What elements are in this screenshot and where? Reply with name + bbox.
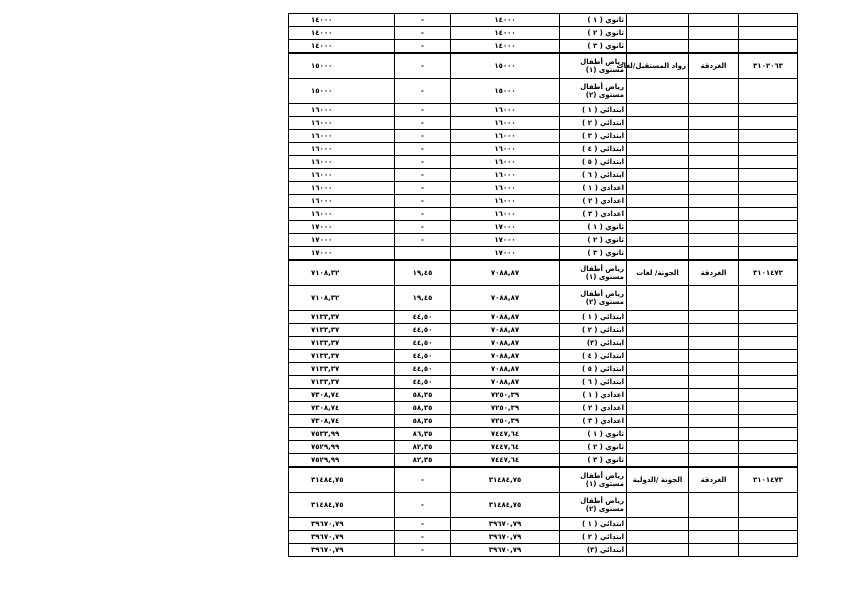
school-code-cell bbox=[739, 389, 798, 402]
school-name-cell bbox=[627, 40, 689, 54]
base-fee-cell: ٧٤٤٧,٦٤ bbox=[451, 454, 560, 468]
table-row bbox=[289, 27, 798, 40]
table-row bbox=[289, 130, 798, 143]
grade-cell: ابتدائي ( ٣ ) bbox=[560, 130, 627, 143]
area-cell bbox=[689, 156, 739, 169]
school-code-cell: ٣١٠١٤٧٣ bbox=[739, 260, 798, 286]
grade-cell: ثانوي ( ٣ ) bbox=[560, 454, 627, 468]
extra-fee-cell: - bbox=[395, 493, 451, 518]
grade-cell: اعدادي ( ٢ ) bbox=[560, 402, 627, 415]
total-fee-cell: ٧١٣٣,٣٧ bbox=[289, 376, 395, 389]
area-cell bbox=[689, 324, 739, 337]
area-cell bbox=[689, 247, 739, 261]
school-code-cell bbox=[739, 544, 798, 557]
total-fee-cell: ٧٥٢٩,٩٩ bbox=[289, 454, 395, 468]
total-fee-cell: ٧١٠٨,٣٢ bbox=[289, 260, 395, 286]
area-cell bbox=[689, 286, 739, 311]
grade-cell: ابتدائي ( ٢ ) bbox=[560, 117, 627, 130]
area-cell bbox=[689, 531, 739, 544]
grade-cell: رياض أطفال مستوى (١) bbox=[560, 467, 627, 493]
area-cell bbox=[689, 544, 739, 557]
base-fee-cell: ٧٠٨٨,٨٧ bbox=[451, 260, 560, 286]
school-name-cell bbox=[627, 518, 689, 531]
school-code-cell bbox=[739, 493, 798, 518]
area-cell bbox=[689, 221, 739, 234]
area-cell bbox=[689, 518, 739, 531]
school-code-cell bbox=[739, 311, 798, 324]
school-name-cell bbox=[627, 286, 689, 311]
base-fee-cell: ٧٢٥٠,٣٩ bbox=[451, 402, 560, 415]
school-code-cell bbox=[739, 376, 798, 389]
table-row bbox=[289, 363, 798, 376]
area-cell bbox=[689, 104, 739, 117]
grade-cell: رياض أطفال مستوى (٢) bbox=[560, 493, 627, 518]
base-fee-cell: ١٦٠٠٠ bbox=[451, 117, 560, 130]
area-cell bbox=[689, 234, 739, 247]
area-cell bbox=[689, 363, 739, 376]
total-fee-cell: ١٦٠٠٠ bbox=[289, 156, 395, 169]
total-fee-cell: ١٦٠٠٠ bbox=[289, 169, 395, 182]
extra-fee-cell: - bbox=[395, 169, 451, 182]
school-code-cell bbox=[739, 350, 798, 363]
area-cell bbox=[689, 454, 739, 468]
base-fee-cell: ٧٠٨٨,٨٧ bbox=[451, 376, 560, 389]
grade-cell: ابتدائي ( ١ ) bbox=[560, 311, 627, 324]
table-row bbox=[289, 14, 798, 27]
school-name-cell bbox=[627, 156, 689, 169]
total-fee-cell: ٣٩٦٧٠,٧٩ bbox=[289, 531, 395, 544]
extra-fee-cell: ٥٨,٣٥ bbox=[395, 415, 451, 428]
school-name-cell bbox=[627, 441, 689, 454]
total-fee-cell: ٧١٣٣,٣٧ bbox=[289, 324, 395, 337]
base-fee-cell: ٣١٤٨٤,٧٥ bbox=[451, 493, 560, 518]
extra-fee-cell: ٤٤,٥٠ bbox=[395, 363, 451, 376]
extra-fee-cell: ٤٤,٥٠ bbox=[395, 311, 451, 324]
grade-cell: ثانوي ( ١ ) bbox=[560, 221, 627, 234]
grade-cell: اعدادي ( ٣ ) bbox=[560, 208, 627, 221]
school-name-cell bbox=[627, 104, 689, 117]
grade-cell: اعدادي ( ١ ) bbox=[560, 389, 627, 402]
table-row bbox=[289, 221, 798, 234]
school-name-cell bbox=[627, 389, 689, 402]
base-fee-cell: ٧٤٤٧,٦٤ bbox=[451, 428, 560, 441]
grade-cell: ابتدائي ( ٦ ) bbox=[560, 376, 627, 389]
school-name-cell bbox=[627, 247, 689, 261]
grade-cell: رياض أطفال مستوى (١) bbox=[560, 53, 627, 79]
total-fee-cell: ٧١٣٣,٣٧ bbox=[289, 311, 395, 324]
school-name-cell bbox=[627, 363, 689, 376]
extra-fee-cell: ٤٤,٥٠ bbox=[395, 337, 451, 350]
grade-cell: ابتدائي ( ٤ ) bbox=[560, 143, 627, 156]
school-code-cell: ٣١٠١٤٧٣ bbox=[739, 467, 798, 493]
table-row bbox=[289, 208, 798, 221]
base-fee-cell: ٣٩٦٧٠,٧٩ bbox=[451, 518, 560, 531]
total-fee-cell: ٧٥٢٩,٩٩ bbox=[289, 441, 395, 454]
table-row bbox=[289, 169, 798, 182]
base-fee-cell: ٣٩٦٧٠,٧٩ bbox=[451, 531, 560, 544]
total-fee-cell: ١٦٠٠٠ bbox=[289, 208, 395, 221]
extra-fee-cell: ٤٤,٥٠ bbox=[395, 324, 451, 337]
table-row bbox=[289, 518, 798, 531]
table-row bbox=[289, 376, 798, 389]
school-name-cell: رواد المستقبل/لغات bbox=[627, 53, 689, 79]
area-cell bbox=[689, 195, 739, 208]
area-cell bbox=[689, 402, 739, 415]
school-name-cell bbox=[627, 195, 689, 208]
school-name-cell bbox=[627, 376, 689, 389]
school-name-cell bbox=[627, 79, 689, 104]
base-fee-cell: ٧٠٨٨,٨٧ bbox=[451, 337, 560, 350]
extra-fee-cell: - bbox=[395, 79, 451, 104]
base-fee-cell: ١٦٠٠٠ bbox=[451, 156, 560, 169]
grade-cell: اعدادي ( ٣ ) bbox=[560, 415, 627, 428]
extra-fee-cell: - bbox=[395, 195, 451, 208]
total-fee-cell: ٣١٤٨٤,٧٥ bbox=[289, 493, 395, 518]
total-fee-cell: ٧١٠٨,٣٢ bbox=[289, 286, 395, 311]
base-fee-cell: ٧٠٨٨,٨٧ bbox=[451, 324, 560, 337]
school-code-cell bbox=[739, 27, 798, 40]
total-fee-cell: ١٤٠٠٠ bbox=[289, 40, 395, 54]
grade-cell: ثانوي ( ٣ ) bbox=[560, 40, 627, 54]
table-row bbox=[289, 143, 798, 156]
base-fee-cell: ١٧٠٠٠ bbox=[451, 221, 560, 234]
school-name-cell bbox=[627, 493, 689, 518]
grade-cell: ابتدائي ( ٥ ) bbox=[560, 363, 627, 376]
grade-cell: ابتدائي ( ٤ ) bbox=[560, 350, 627, 363]
school-code-cell bbox=[739, 324, 798, 337]
base-fee-cell: ١٦٠٠٠ bbox=[451, 182, 560, 195]
extra-fee-cell: ٤٤,٥٠ bbox=[395, 350, 451, 363]
area-cell bbox=[689, 415, 739, 428]
table-row bbox=[289, 467, 798, 493]
grade-cell: ثانوي ( ١ ) bbox=[560, 14, 627, 27]
area-cell bbox=[689, 311, 739, 324]
school-code-cell bbox=[739, 221, 798, 234]
grade-cell: ثانوي ( ٢ ) bbox=[560, 234, 627, 247]
total-fee-cell: ١٦٠٠٠ bbox=[289, 104, 395, 117]
school-code-cell bbox=[739, 169, 798, 182]
school-code-cell bbox=[739, 195, 798, 208]
school-name-cell bbox=[627, 415, 689, 428]
school-code-cell bbox=[739, 454, 798, 468]
school-name-cell bbox=[627, 531, 689, 544]
table-row bbox=[289, 428, 798, 441]
total-fee-cell: ١٦٠٠٠ bbox=[289, 182, 395, 195]
area-cell bbox=[689, 40, 739, 54]
area-cell bbox=[689, 79, 739, 104]
base-fee-cell: ٧٠٨٨,٨٧ bbox=[451, 311, 560, 324]
base-fee-cell: ١٥٠٠٠ bbox=[451, 79, 560, 104]
total-fee-cell: ١٦٠٠٠ bbox=[289, 130, 395, 143]
extra-fee-cell: - bbox=[395, 156, 451, 169]
fees-table bbox=[288, 13, 798, 557]
total-fee-cell: ٧٣٠٨,٧٤ bbox=[289, 389, 395, 402]
school-code-cell bbox=[739, 415, 798, 428]
school-code-cell bbox=[739, 208, 798, 221]
total-fee-cell: ٧١٣٣,٣٧ bbox=[289, 363, 395, 376]
grade-cell: ابتدائي ( ٢ ) bbox=[560, 324, 627, 337]
school-name-cell bbox=[627, 337, 689, 350]
total-fee-cell: ١٥٠٠٠ bbox=[289, 53, 395, 79]
base-fee-cell: ٧٠٨٨,٨٧ bbox=[451, 363, 560, 376]
base-fee-cell: ١٦٠٠٠ bbox=[451, 208, 560, 221]
school-code-cell bbox=[739, 234, 798, 247]
total-fee-cell: ١٧٠٠٠ bbox=[289, 234, 395, 247]
area-cell bbox=[689, 169, 739, 182]
grade-cell: ثانوي ( ١ ) bbox=[560, 428, 627, 441]
school-name-cell bbox=[627, 311, 689, 324]
extra-fee-cell: - bbox=[395, 208, 451, 221]
area-cell bbox=[689, 389, 739, 402]
table-row bbox=[289, 104, 798, 117]
school-code-cell bbox=[739, 40, 798, 54]
table-row bbox=[289, 544, 798, 557]
school-name-cell: الجونة /الدولية bbox=[627, 467, 689, 493]
table-row bbox=[289, 324, 798, 337]
table-row bbox=[289, 117, 798, 130]
school-code-cell bbox=[739, 117, 798, 130]
total-fee-cell: ٣٩٦٧٠,٧٩ bbox=[289, 544, 395, 557]
table-row bbox=[289, 402, 798, 415]
area-cell bbox=[689, 130, 739, 143]
extra-fee-cell: - bbox=[395, 130, 451, 143]
school-code-cell bbox=[739, 286, 798, 311]
extra-fee-cell: - bbox=[395, 104, 451, 117]
total-fee-cell: ١٤٠٠٠ bbox=[289, 14, 395, 27]
total-fee-cell: ١٦٠٠٠ bbox=[289, 143, 395, 156]
table-row bbox=[289, 350, 798, 363]
table-row bbox=[289, 531, 798, 544]
grade-cell: رياض أطفال مستوى (١) bbox=[560, 260, 627, 286]
grade-cell: ابتدائي (٣) bbox=[560, 544, 627, 557]
school-name-cell bbox=[627, 208, 689, 221]
area-cell: الغردقة bbox=[689, 260, 739, 286]
school-name-cell bbox=[627, 350, 689, 363]
total-fee-cell: ١٧٠٠٠ bbox=[289, 247, 395, 261]
base-fee-cell: ٧٢٥٠,٣٩ bbox=[451, 389, 560, 402]
base-fee-cell: ١٥٠٠٠ bbox=[451, 53, 560, 79]
school-code-cell bbox=[739, 130, 798, 143]
area-cell bbox=[689, 117, 739, 130]
base-fee-cell: ٧٠٨٨,٨٧ bbox=[451, 350, 560, 363]
base-fee-cell: ٧٠٨٨,٨٧ bbox=[451, 286, 560, 311]
extra-fee-cell bbox=[395, 247, 451, 261]
table-row bbox=[289, 311, 798, 324]
school-name-cell bbox=[627, 182, 689, 195]
total-fee-cell: ٧٥٣٣,٩٩ bbox=[289, 428, 395, 441]
school-name-cell bbox=[627, 169, 689, 182]
base-fee-cell: ١٤٠٠٠ bbox=[451, 27, 560, 40]
base-fee-cell: ٧٤٤٧,٦٤ bbox=[451, 441, 560, 454]
table-row bbox=[289, 286, 798, 311]
area-cell bbox=[689, 493, 739, 518]
extra-fee-cell: ٨٢,٣٥ bbox=[395, 441, 451, 454]
table-row bbox=[289, 389, 798, 402]
school-name-cell bbox=[627, 221, 689, 234]
extra-fee-cell: - bbox=[395, 467, 451, 493]
table-row bbox=[289, 441, 798, 454]
base-fee-cell: ٣١٤٨٤,٧٥ bbox=[451, 467, 560, 493]
total-fee-cell: ١٦٠٠٠ bbox=[289, 117, 395, 130]
extra-fee-cell: - bbox=[395, 40, 451, 54]
school-name-cell bbox=[627, 428, 689, 441]
area-cell bbox=[689, 376, 739, 389]
table-row bbox=[289, 53, 798, 79]
school-name-cell bbox=[627, 143, 689, 156]
table-row bbox=[289, 337, 798, 350]
grade-cell: ابتدائي ( ١ ) bbox=[560, 104, 627, 117]
table-row bbox=[289, 415, 798, 428]
grade-cell: ابتدائي ( ٢ ) bbox=[560, 531, 627, 544]
base-fee-cell: ١٦٠٠٠ bbox=[451, 195, 560, 208]
table-row bbox=[289, 454, 798, 468]
school-name-cell bbox=[627, 544, 689, 557]
base-fee-cell: ١٤٠٠٠ bbox=[451, 14, 560, 27]
area-cell bbox=[689, 208, 739, 221]
school-name-cell bbox=[627, 117, 689, 130]
grade-cell: ابتدائي (٣) bbox=[560, 337, 627, 350]
school-name-cell bbox=[627, 130, 689, 143]
base-fee-cell: ٧٢٥٠,٣٩ bbox=[451, 415, 560, 428]
school-code-cell bbox=[739, 156, 798, 169]
extra-fee-cell: ٤٤,٥٠ bbox=[395, 376, 451, 389]
base-fee-cell: ١٧٠٠٠ bbox=[451, 247, 560, 261]
extra-fee-cell: - bbox=[395, 14, 451, 27]
area-cell bbox=[689, 428, 739, 441]
base-fee-cell: ١٦٠٠٠ bbox=[451, 169, 560, 182]
area-cell bbox=[689, 350, 739, 363]
area-cell bbox=[689, 14, 739, 27]
grade-cell: اعدادي ( ١ ) bbox=[560, 182, 627, 195]
school-name-cell bbox=[627, 324, 689, 337]
base-fee-cell: ٣٩٦٧٠,٧٩ bbox=[451, 544, 560, 557]
extra-fee-cell: - bbox=[395, 531, 451, 544]
grade-cell: ابتدائي ( ١ ) bbox=[560, 518, 627, 531]
school-name-cell bbox=[627, 234, 689, 247]
table-row bbox=[289, 182, 798, 195]
extra-fee-cell: ٥٨,٣٥ bbox=[395, 402, 451, 415]
base-fee-cell: ١٦٠٠٠ bbox=[451, 143, 560, 156]
extra-fee-cell: - bbox=[395, 221, 451, 234]
grade-cell: ثانوي ( ٣ ) bbox=[560, 247, 627, 261]
grade-cell: اعدادي ( ٢ ) bbox=[560, 195, 627, 208]
table-row bbox=[289, 234, 798, 247]
table-row bbox=[289, 156, 798, 169]
table-row bbox=[289, 493, 798, 518]
extra-fee-cell: - bbox=[395, 143, 451, 156]
extra-fee-cell: ١٩,٤٥ bbox=[395, 286, 451, 311]
area-cell bbox=[689, 27, 739, 40]
area-cell bbox=[689, 143, 739, 156]
school-name-cell bbox=[627, 402, 689, 415]
total-fee-cell: ١٦٠٠٠ bbox=[289, 195, 395, 208]
area-cell: الغردقة bbox=[689, 467, 739, 493]
base-fee-cell: ١٦٠٠٠ bbox=[451, 104, 560, 117]
total-fee-cell: ٧١٣٣,٣٧ bbox=[289, 337, 395, 350]
extra-fee-cell: - bbox=[395, 117, 451, 130]
school-code-cell: ٣١٠٢٠٦٣ bbox=[739, 53, 798, 79]
school-code-cell bbox=[739, 247, 798, 261]
extra-fee-cell: - bbox=[395, 182, 451, 195]
extra-fee-cell: ٨٢,٣٥ bbox=[395, 454, 451, 468]
table-row bbox=[289, 195, 798, 208]
school-code-cell bbox=[739, 428, 798, 441]
total-fee-cell: ٧١٣٣,٣٧ bbox=[289, 350, 395, 363]
extra-fee-cell: ٨٦,٣٥ bbox=[395, 428, 451, 441]
school-code-cell bbox=[739, 182, 798, 195]
extra-fee-cell: - bbox=[395, 544, 451, 557]
extra-fee-cell: ١٩,٤٥ bbox=[395, 260, 451, 286]
base-fee-cell: ١٦٠٠٠ bbox=[451, 130, 560, 143]
area-cell bbox=[689, 337, 739, 350]
area-cell bbox=[689, 441, 739, 454]
grade-cell: رياض أطفال مستوى (٢) bbox=[560, 79, 627, 104]
school-code-cell bbox=[739, 531, 798, 544]
table-row bbox=[289, 40, 798, 54]
table-row bbox=[289, 79, 798, 104]
total-fee-cell: ١٤٠٠٠ bbox=[289, 27, 395, 40]
total-fee-cell: ٧٣٠٨,٧٤ bbox=[289, 402, 395, 415]
table-row bbox=[289, 260, 798, 286]
school-name-cell: الجونة/ لغات bbox=[627, 260, 689, 286]
extra-fee-cell: ٥٨,٣٥ bbox=[395, 389, 451, 402]
grade-cell: ثانوي ( ٢ ) bbox=[560, 27, 627, 40]
area-cell bbox=[689, 182, 739, 195]
grade-cell: ابتدائي ( ٥ ) bbox=[560, 156, 627, 169]
school-code-cell bbox=[739, 363, 798, 376]
extra-fee-cell: - bbox=[395, 27, 451, 40]
total-fee-cell: ١٧٠٠٠ bbox=[289, 221, 395, 234]
school-code-cell bbox=[739, 14, 798, 27]
school-code-cell bbox=[739, 402, 798, 415]
grade-cell: ثانوي ( ٢ ) bbox=[560, 441, 627, 454]
base-fee-cell: ١٤٠٠٠ bbox=[451, 40, 560, 54]
base-fee-cell: ١٧٠٠٠ bbox=[451, 234, 560, 247]
extra-fee-cell: - bbox=[395, 518, 451, 531]
school-name-cell bbox=[627, 454, 689, 468]
table-row bbox=[289, 247, 798, 261]
school-name-cell bbox=[627, 14, 689, 27]
school-code-cell bbox=[739, 143, 798, 156]
fees-table-body bbox=[289, 14, 798, 557]
extra-fee-cell: - bbox=[395, 234, 451, 247]
school-code-cell bbox=[739, 79, 798, 104]
school-code-cell bbox=[739, 337, 798, 350]
school-code-cell bbox=[739, 441, 798, 454]
grade-cell: رياض أطفال مستوى (٢) bbox=[560, 286, 627, 311]
total-fee-cell: ١٥٠٠٠ bbox=[289, 79, 395, 104]
school-code-cell bbox=[739, 518, 798, 531]
total-fee-cell: ٧٣٠٨,٧٤ bbox=[289, 415, 395, 428]
grade-cell: ابتدائي ( ٦ ) bbox=[560, 169, 627, 182]
area-cell: الغردقة bbox=[689, 53, 739, 79]
total-fee-cell: ٣١٤٨٤,٧٥ bbox=[289, 467, 395, 493]
extra-fee-cell: - bbox=[395, 53, 451, 79]
total-fee-cell: ٣٩٦٧٠,٧٩ bbox=[289, 518, 395, 531]
school-name-cell bbox=[627, 27, 689, 40]
school-code-cell bbox=[739, 104, 798, 117]
